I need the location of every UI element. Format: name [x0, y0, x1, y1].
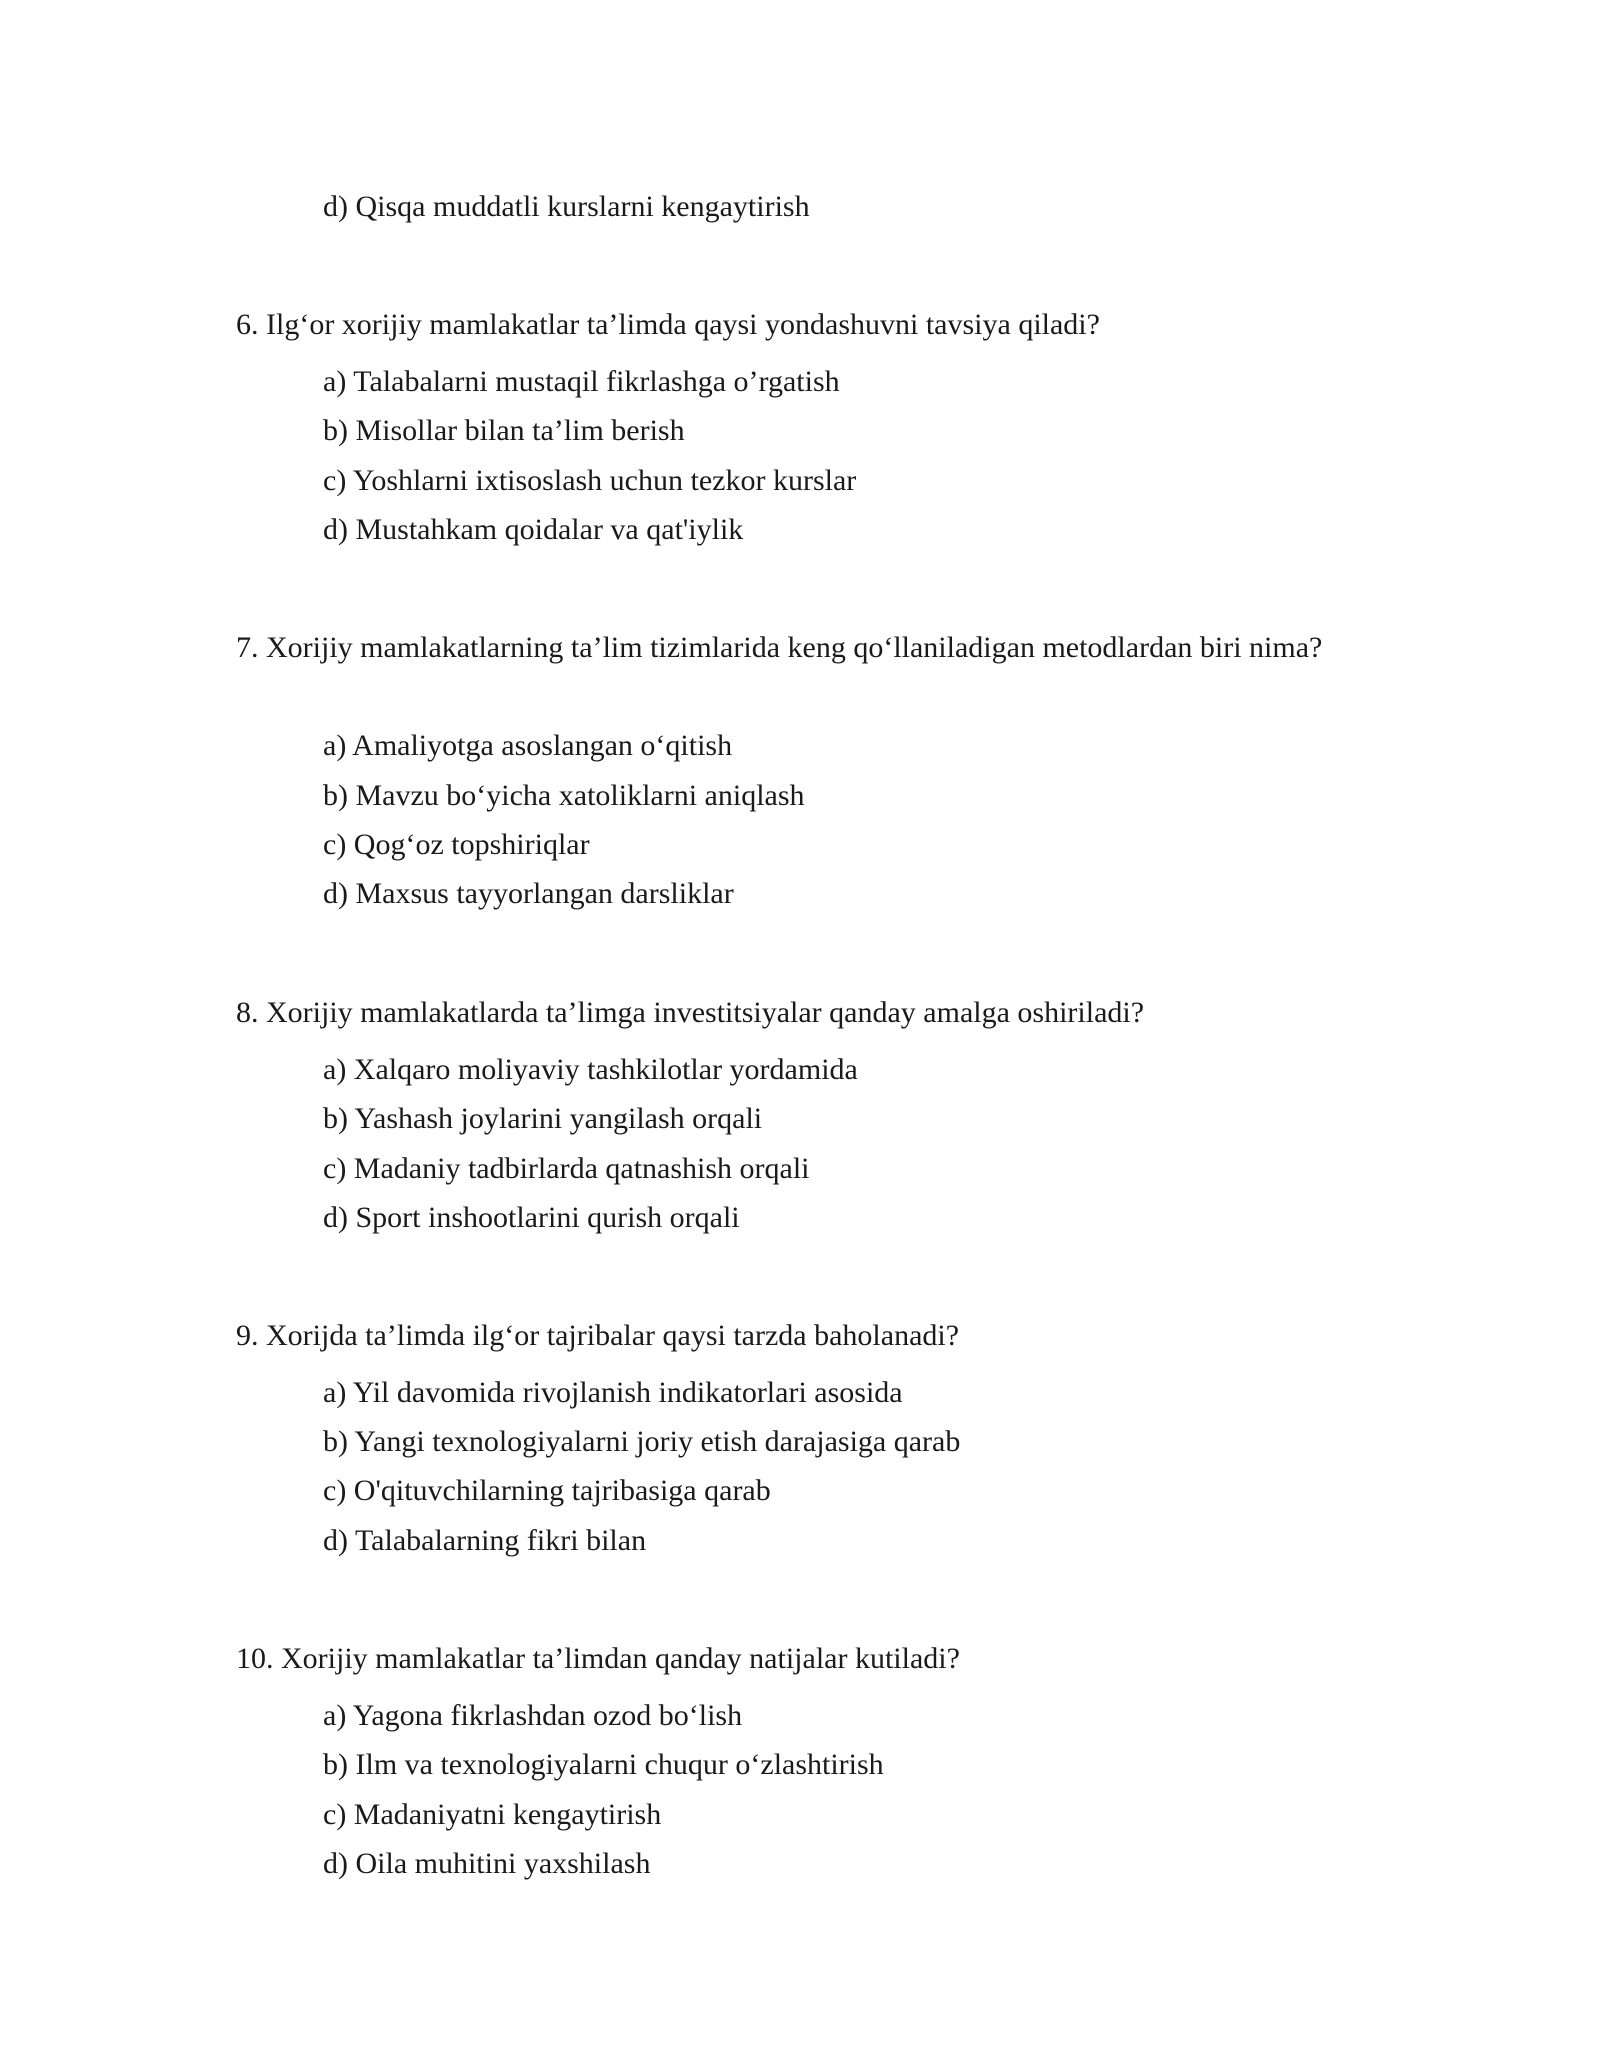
question-9-option-c: c) O'qituvchilarning tajribasiga qarab [323, 1474, 771, 1507]
question-9-option-a: a) Yil davomida rivojlanish indikatorlari asosida [323, 1376, 903, 1409]
question-6-option-a: a) Talabalarni mustaqil fikrlashga o’rgatish [323, 365, 840, 398]
question-8-option-b: b) Yashash joylarini yangilash orqali [323, 1102, 763, 1135]
question-10-option-c: c) Madaniyatni kengaytirish [323, 1798, 662, 1831]
carryover-option-d: d) Qisqa muddatli kurslarni kengaytirish [323, 190, 810, 223]
question-8-option-d: d) Sport inshootlarini qurish orqali [323, 1201, 740, 1234]
question-8-option-a: a) Xalqaro moliyaviy tashkilotlar yordamida [323, 1053, 858, 1086]
question-7-text: 7. Xorijiy mamlakatlarning ta’lim tizimlarida keng qo‘llaniladigan metodlardan biri nima? [236, 631, 1323, 664]
question-8-option-c: c) Madaniy tadbirlarda qatnashish orqali [323, 1152, 810, 1185]
question-9-option-b: b) Yangi texnologiyalarni joriy etish darajasiga qarab [323, 1425, 961, 1458]
question-10-text: 10. Xorijiy mamlakatlar ta’limdan qanday natijalar kutiladi? [236, 1642, 960, 1675]
question-6-option-b: b) Misollar bilan ta’lim berish [323, 414, 685, 447]
question-9-option-d: d) Talabalarning fikri bilan [323, 1524, 647, 1557]
question-10-option-d: d) Oila muhitini yaxshilash [323, 1847, 651, 1880]
question-6-option-c: c) Yoshlarni ixtisoslash uchun tezkor kurslar [323, 464, 857, 497]
question-7-option-c: c) Qog‘oz topshiriqlar [323, 828, 590, 861]
question-7-option-b: b) Mavzu bo‘yicha xatoliklarni aniqlash [323, 779, 805, 812]
question-9-text: 9. Xorijda ta’limda ilg‘or tajribalar qaysi tarzda baholanadi? [236, 1319, 960, 1352]
question-6-text: 6. Ilg‘or xorijiy mamlakatlar ta’limda qaysi yondashuvni tavsiya qiladi? [236, 308, 1100, 341]
question-10-option-a: a) Yagona fikrlashdan ozod bo‘lish [323, 1699, 743, 1732]
question-6-option-d: d) Mustahkam qoidalar va qat'iylik [323, 513, 744, 546]
question-10-option-b: b) Ilm va texnologiyalarni chuqur o‘zlashtirish [323, 1748, 884, 1781]
question-7-option-a: a) Amaliyotga asoslangan o‘qitish [323, 729, 733, 762]
question-7-option-d: d) Maxsus tayyorlangan darsliklar [323, 877, 734, 910]
question-8-text: 8. Xorijiy mamlakatlarda ta’limga investitsiyalar qanday amalga oshiriladi? [236, 996, 1145, 1029]
